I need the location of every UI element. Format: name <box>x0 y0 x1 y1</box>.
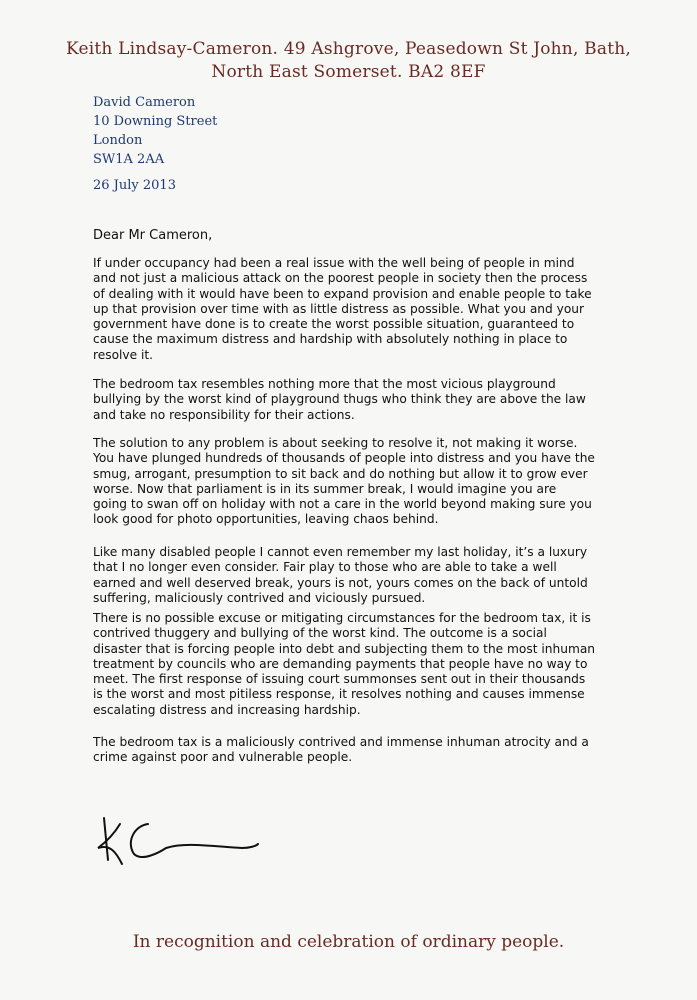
text-line: look good for photo opportunities, leaving chaos behind. <box>93 512 439 527</box>
text-line: and take no responsibility for their actions. <box>93 407 355 422</box>
text-line: contrived thuggery and bullying of the worst kind. The outcome is a social <box>93 626 547 641</box>
text-line: The bedroom tax resembles nothing more that the most vicious playground <box>93 377 556 391</box>
text-line: government have done is to create the worst possible situation, guaranteed to <box>93 317 575 332</box>
recipient-address <box>93 93 217 169</box>
paragraph-3 <box>93 436 633 528</box>
sender-address-line-1: Keith Lindsay-Cameron. 49 Ashgrove, Peasedown St John, Bath, <box>66 39 631 59</box>
text-line: meet. The first response of issuing court summonses sent out in their thousands <box>93 672 586 687</box>
text-line: worse. Now that parliament is in its summer break, I would imagine you are <box>93 481 557 496</box>
text-line: earned and well deserved break, yours is not, yours comes on the back of untold <box>93 575 588 590</box>
recipient-name: David Cameron <box>93 95 196 110</box>
recipient-postcode: SW1A 2AA <box>93 152 165 167</box>
paragraph-1 <box>93 256 633 363</box>
text-line: is the worst and most pitiless response, it resolves nothing and causes immense <box>93 687 585 702</box>
text-line: treatment by councils who are demanding payments that people have no way to <box>93 656 588 671</box>
paragraph-6 <box>93 735 633 766</box>
paragraph-5 <box>93 611 633 718</box>
sender-address-line-2: North East Somerset. BA2 8EF <box>211 62 486 82</box>
text-line: disaster that is forcing people into debt and subjecting them to the most inhuman <box>93 641 596 656</box>
text-line: There is no possible excuse or mitigating circumstances for the bedroom tax, it is <box>93 611 591 625</box>
text-line: The bedroom tax is a maliciously contrived and immense inhuman atrocity and a <box>93 735 589 749</box>
text-line: cause the maximum distress and hardship with absolutely nothing in place to <box>93 332 568 347</box>
footer-tagline: In recognition and celebration of ordinary people. <box>132 932 565 952</box>
text-line: escalating distress and increasing hardship. <box>93 702 361 717</box>
signature <box>92 812 262 876</box>
text-line: up that provision over time with as little distress as possible. What you and your <box>93 301 585 316</box>
text-line: bullying by the worst kind of playground thugs who think they are above the law <box>93 392 586 407</box>
text-line: crime against poor and vulnerable people. <box>93 750 353 765</box>
text-line: of dealing with it would have been to expand provision and enable people to take <box>93 286 592 301</box>
text-line: going to swan off on holiday with not a care in the world beyond making sure you <box>93 497 592 512</box>
text-line: If under occupancy had been a real issue with the well being of people in mind <box>93 256 575 270</box>
text-line: resolve it. <box>93 347 154 362</box>
text-line: Like many disabled people I cannot even remember my last holiday, it’s a luxury <box>93 545 588 559</box>
text-line: The solution to any problem is about seeking to resolve it, not making it worse. <box>93 436 578 450</box>
text-line: You have plunged hundreds of thousands of people into distress and you have the <box>93 451 595 466</box>
recipient-city: London <box>93 133 143 148</box>
salutation: Dear Mr Cameron, <box>93 228 213 243</box>
sender-address <box>0 38 697 84</box>
text-line: smug, arrogant, presumption to sit back and do nothing but allow it to grow ever <box>93 466 588 481</box>
paragraph-4 <box>93 545 633 606</box>
text-line: suffering, maliciously contrived and viciously pursued. <box>93 590 426 605</box>
text-line: and not just a malicious attack on the poorest people in society then the process <box>93 271 588 286</box>
recipient-street: 10 Downing Street <box>93 114 218 129</box>
letter-date: 26 July 2013 <box>93 178 176 193</box>
text-line: that I no longer even consider. Fair play to those who are able to take a well <box>93 560 557 575</box>
paragraph-2 <box>93 377 633 423</box>
